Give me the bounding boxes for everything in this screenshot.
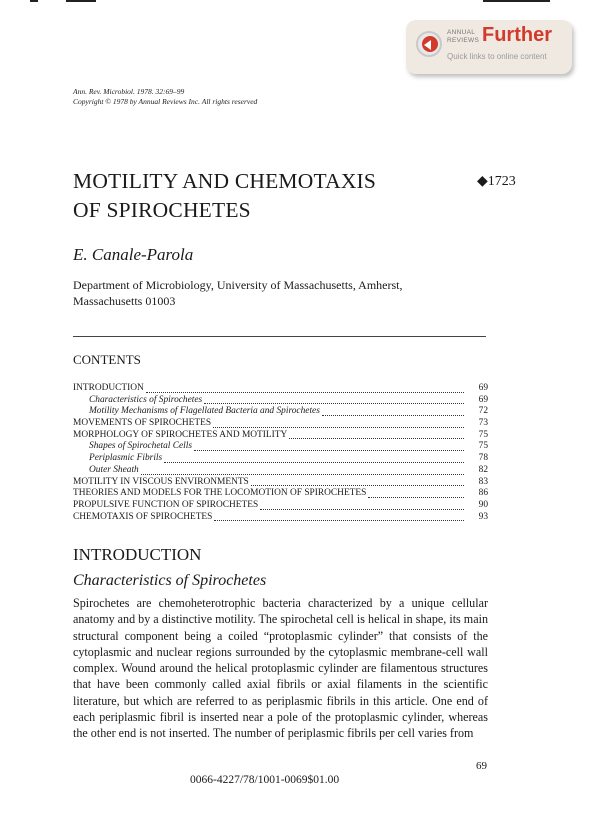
toc-entry[interactable] [73, 453, 488, 465]
leader-dots [368, 496, 464, 498]
leader-dots [141, 473, 464, 475]
toc-entry[interactable] [73, 512, 488, 524]
section-heading: INTRODUCTION [73, 545, 202, 564]
leader-dots [213, 426, 464, 428]
toc-entry[interactable] [73, 395, 488, 407]
toc-entry[interactable] [73, 430, 488, 442]
table-of-contents [73, 383, 488, 523]
divider [73, 336, 486, 337]
annual-reviews-label: ANNUAL REVIEWS [447, 29, 480, 44]
top-edge-mark-left [30, 0, 38, 2]
leader-dots [204, 402, 464, 404]
page-number: 69 [476, 760, 487, 772]
toc-label: MOVEMENTS OF SPIROCHETES [73, 418, 212, 429]
affiliation-line: Massachusetts 01003 [73, 294, 176, 308]
toc-entry[interactable] [73, 406, 488, 418]
toc-label: MOTILITY IN VISCOUS ENVIRONMENTS [73, 476, 249, 487]
leader-dots [214, 519, 464, 521]
leader-dots [194, 449, 464, 451]
citation-line: Ann. Rev. Microbiol. 1978. 32:69–99 [73, 87, 185, 96]
toc-page: 72 [478, 406, 488, 417]
toc-entry[interactable] [73, 500, 488, 512]
toc-page: 82 [478, 464, 488, 475]
toc-page: 78 [478, 453, 488, 464]
title-line: OF SPIROCHETES [73, 198, 251, 222]
toc-page: 83 [478, 476, 488, 487]
toc-label: Outer Sheath [89, 464, 139, 475]
toc-entry[interactable] [73, 383, 488, 395]
toc-label: PROPULSIVE FUNCTION OF SPIROCHETES [73, 499, 259, 510]
toc-page: 93 [478, 511, 488, 522]
toc-page: 90 [478, 499, 488, 510]
toc-label: Shapes of Spirochetal Cells [89, 441, 193, 452]
top-edge-mark-right [483, 0, 550, 2]
toc-entry[interactable] [73, 418, 488, 430]
footer-code: 0066-4227/78/1001-0069$01.00 [190, 774, 340, 786]
toc-entry[interactable] [73, 441, 488, 453]
leader-dots [289, 437, 464, 439]
toc-label: MORPHOLOGY OF SPIROCHETES AND MOTILITY [73, 429, 288, 440]
article-id: ◆1723 [477, 174, 516, 189]
toc-page: 75 [478, 429, 488, 440]
copyright-line: Copyright © 1978 by Annual Reviews Inc. All rights reserved [73, 97, 258, 106]
leader-dots [146, 391, 464, 393]
affiliation-line: Department of Microbiology, University of Massachusetts, Amherst, [73, 278, 403, 292]
leader-dots [322, 414, 464, 416]
top-edge-mark-middle [66, 0, 96, 2]
toc-label: Characteristics of Spirochetes [89, 394, 203, 405]
toc-page: 73 [478, 418, 488, 429]
toc-page: 69 [478, 394, 488, 405]
toc-label: INTRODUCTION [73, 383, 144, 393]
further-subtitle: Quick links to online content [447, 52, 547, 61]
annual-reviews-logo-icon [416, 31, 442, 57]
toc-page: 75 [478, 441, 488, 452]
further-online-links-button[interactable] [406, 20, 572, 74]
leader-dots [260, 508, 464, 510]
further-title: Further [482, 24, 552, 46]
article-title [73, 167, 376, 225]
toc-label: THEORIES AND MODELS FOR THE LOCOMOTION OF SPIROCHETES [73, 488, 367, 499]
toc-label: CHEMOTAXIS OF SPIROCHETES [73, 511, 213, 522]
toc-entry[interactable] [73, 465, 488, 477]
toc-page: 69 [478, 383, 488, 393]
contents-heading: CONTENTS [73, 352, 141, 367]
author-affiliation [73, 277, 473, 309]
toc-entry[interactable] [73, 488, 488, 500]
author-name: E. Canale-Parola [73, 245, 194, 264]
leader-dots [164, 461, 464, 463]
body-paragraph: Spirochetes are chemoheterotrophic bacteria characterized by a unique cellular anatomy and by a distinctive motility. The spirochetal cell is helical in shape, its main structural component being a coiled “protoplasmic cylinder” that consists of the cytoplasmic and nuclear regions surrounded by the cytoplasmic membrane-cell wall complex. Wound around the helical protoplasmic cylinder are filamentous structures that have been commonly called axial fibrils or axial filaments in the scientific literature, but which are referred to as periplasmic fibrils in this article. One end of each periplasmic fibril is inserted near a pole of the protoplasmic cylinder, whereas the other end is not inserted. The number of periplasmic fibrils per cell varies from [73, 596, 488, 741]
toc-page: 86 [478, 488, 488, 499]
toc-label: Periplasmic Fibrils [89, 453, 163, 464]
journal-citation [73, 87, 257, 107]
leader-dots [251, 484, 464, 486]
toc-label: Motility Mechanisms of Flagellated Bacteria and Spirochetes [89, 406, 320, 417]
subsection-heading: Characteristics of Spirochetes [73, 572, 267, 589]
toc-entry[interactable] [73, 477, 488, 489]
title-line: MOTILITY AND CHEMOTAXIS [73, 169, 377, 193]
